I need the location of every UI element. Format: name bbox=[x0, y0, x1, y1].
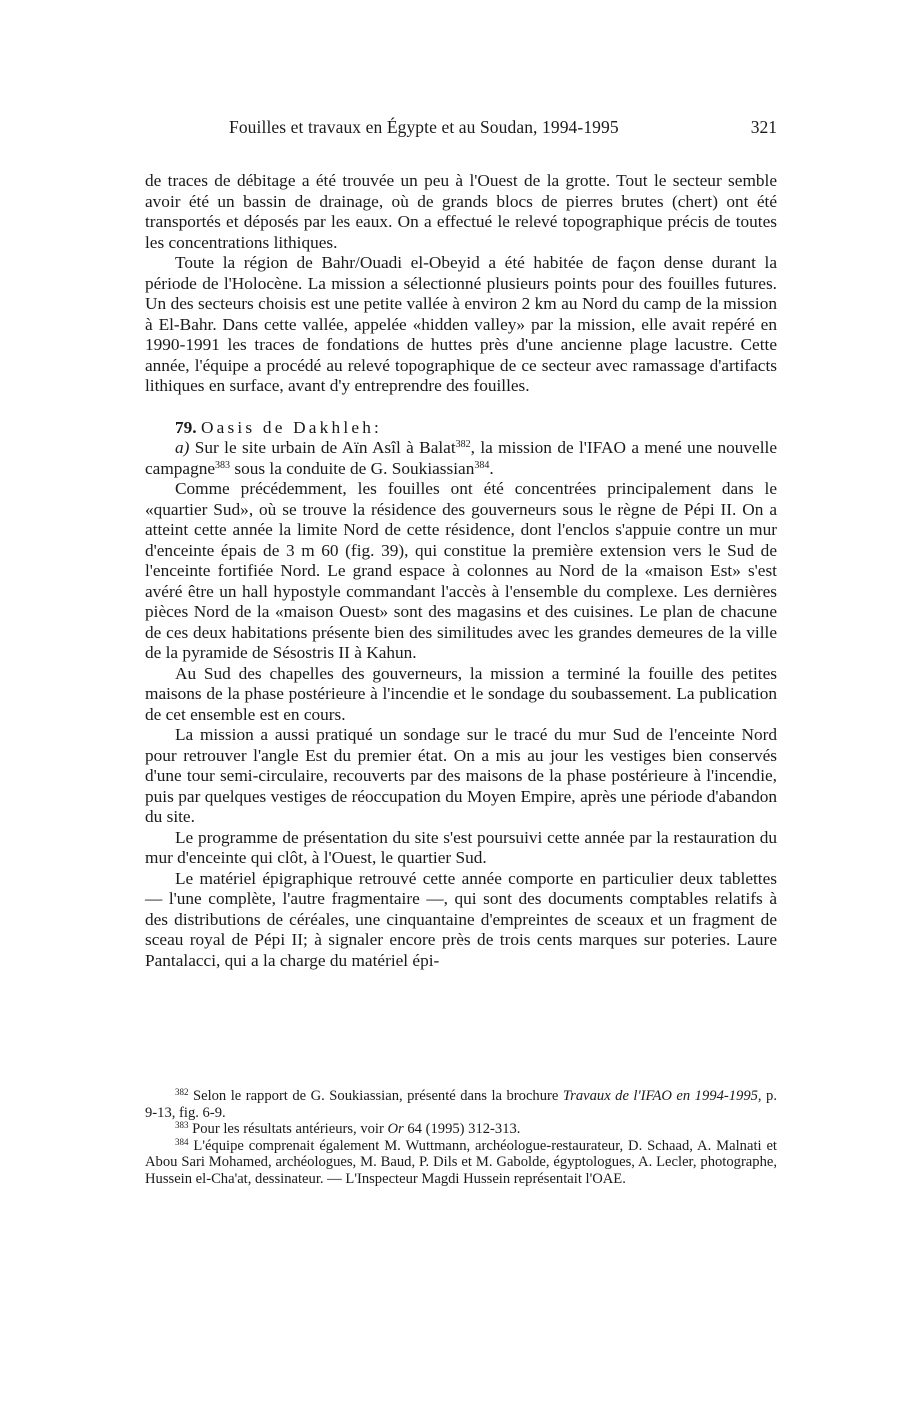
section-title: Oasis de Dakhleh: bbox=[200, 417, 383, 437]
page-number: 321 bbox=[750, 117, 777, 137]
running-header bbox=[145, 117, 777, 141]
paragraph-epigraphique: Le matériel épigraphique retrouvé cette année comporte en particulier deux tablettes — l'une complète, l'autre fragmentaire —, qui sont des documents comptables relatifs à des distributions de céréales, une cinquantaine d'empreintes de sceaux et un fragment de sceau royal de Pépi II; à signaler encore près de trois cents marques sur poteries. Laure Pantalacci, qui a la charge du matériel épi- bbox=[145, 868, 777, 970]
footnote-number: 383 bbox=[175, 1120, 189, 1130]
paragraph-quartier-sud: Comme précédemment, les fouilles ont été concentrées principalement dans le «quartier Sud», où se trouve la résidence des gouverneurs sous le règne de Pépi II. On a atteint cette année la limite Nord de cette résidence, dont l'enclos s'appuie contre un mur d'enceinte épais de 3 m 60 (fig. 39), qui constitue la première extension vers le Sud de l'enceinte fortifiée Nord. Le grand espace à colonnes au Nord de la «maison Est» s'est avéré être un hall hypostyle commandant l'accès à l'ensemble du complexe. Les dernières pièces Nord de la «maison Ouest» sont des magasins et des cuisines. Le plan de chacune de ces deux habitations présente bien des similitudes avec les grandes demeures de la ville de la pyramide de Sésostris II à Kahun. bbox=[145, 479, 777, 662]
footnote-382: $^{382}$ Selon le rapport de G. Soukiassian, présenté dans la brochure Travaux de l'IFAO en 1994-1995, p. 9-13, fig. 6-9. bbox=[145, 1087, 777, 1121]
paragraph-chapelles: Au Sud des chapelles des gouverneurs, la mission a terminé la fouille des petites maisons de la phase postérieure à l'incendie et le sondage du soubassement. La publication de cet ensemble est en cours. bbox=[145, 663, 777, 724]
footnote-number: 384 bbox=[175, 1136, 189, 1147]
paragraph-presentation: Le programme de présentation du site s'est poursuivi cette année par la restauration du mur d'enceinte qui clôt, à l'Ouest, le quartier Sud. bbox=[145, 827, 777, 867]
footnote-384: $^{384}$ L'équipe comprenait également M. Wuttmann, archéologue-restaurateur, D. Schaad, A. Malnati et Abou Sari Mohamed, archéologues, M. Baud, P. Dils et M. Gabolde, égyptologues, A. Lecler, photographe, Hussein el-Cha'at, dessinateur. — L'Inspecteur Magdi Hussein représentait l'OAE. bbox=[145, 1136, 777, 1187]
section-heading bbox=[145, 418, 777, 439]
main-text bbox=[145, 171, 777, 971]
paragraph-ain-asil: a) Sur le site urbain de Aïn Asîl à Balat$^{382}$, la mission de l'IFAO a mené une nouvelle campagne$^{383}$ sous la conduite de G. Soukiassian$^{384}$. bbox=[145, 438, 777, 478]
section-number: 79. bbox=[175, 417, 197, 437]
footnote-number: 382 bbox=[175, 1087, 189, 1097]
footnote-ref-383[interactable]: 383 bbox=[215, 459, 231, 471]
paragraph-bahr-region: Toute la région de Bahr/Ouadi el-Obeyid a été habitée de façon dense durant la période de l'Holocène. La mission a sélectionné plusieurs points pour des fouilles futures. Un des secteurs choisis est une petite vallée à environ 2 km au Nord du camp de la mission à El-Bahr. Dans cette vallée, appelée «hidden valley» par la mission, elle avait repéré en 1990-1991 les traces de fondations de huttes près d'une ancienne plage lacustre. Cette année, l'équipe a procédé au relevé topographique de ce secteur avec ramassage d'artifacts lithiques en surface, avant d'y entreprendre des fouilles. bbox=[145, 253, 777, 395]
paragraph-sondage: La mission a aussi pratiqué un sondage sur le tracé du mur Sud de l'enceinte Nord pour retrouver l'angle Est du premier état. On a mis au jour les vestiges bien conservés d'une tour semi-circulaire, recouverts par des maisons de la phase postérieure à l'incendie, puis par quelques vestiges de réoccupation du Moyen Empire, après une période d'abandon du site. bbox=[145, 725, 777, 826]
footnote-ref-382[interactable]: 382 bbox=[455, 439, 471, 450]
footnotes bbox=[145, 1088, 777, 1187]
footnote-383: $^{383}$ Pour les résultats antérieurs, voir Or 64 (1995) 312-313. bbox=[175, 1120, 521, 1137]
paragraph-continuation: de traces de débitage a été trouvée un peu à l'Ouest de la grotte. Tout le secteur semble avoir été un bassin de drainage, où de grands blocs de pierres brutes (chert) ont été transportés et déposés par les eaux. On a effectué le relevé topographique précis de toutes les concentrations lithiques. bbox=[145, 171, 777, 252]
running-title: Fouilles et travaux en Égypte et au Soudan, 1994-1995 bbox=[229, 117, 619, 137]
item-label: a) bbox=[175, 438, 190, 457]
footnote-ref-384[interactable]: 384 bbox=[474, 459, 490, 471]
